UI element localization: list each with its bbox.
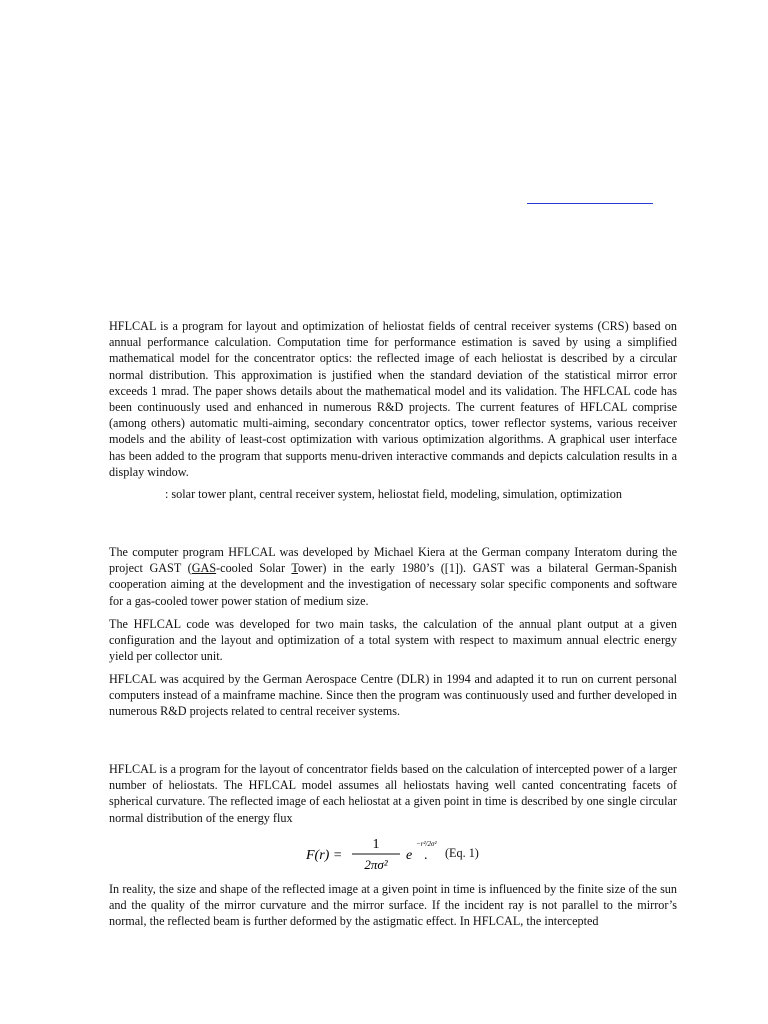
model-paragraph-2: In reality, the size and shape of the reflected image at a given point in time is influenced by the finite size of the sun and the quality of the mirror curvature and the mirror surface. If the incident ray is not parallel to the mirror’s normal, the reflected beam is further deformed by the astigmatic effect. In HFLCAL, the intercepted xyxy=(109,882,677,929)
gas-underlined: GAS xyxy=(191,561,217,576)
keywords-line: : solar tower plant, central receiver system, heliostat field, modeling, simulation, optimization xyxy=(165,487,622,501)
intro-p1-part-b: -cooled Solar xyxy=(216,561,292,576)
model-paragraph-1: HFLCAL is a program for the layout of concentrator fields based on the calculation of intercepted power of a larger number of heliostats. The HFLCAL model assumes all heliostats having well canted concentrating facets of spherical curvature. The reflected image of each heliostat at a given point in time is described by one single circular normal distribution of the energy flux xyxy=(109,762,677,825)
abstract-paragraph: HFLCAL is a program for layout and optimization of heliostat fields of central receiver systems (CRS) based on annual performance calculation. Computation time for performance estimation is saved by using a simplified mathematical model for the concentrator optics: the reflected image of each heliostat is described by a circular normal distribution. This approximation is justified when the standard deviation of the statistical mirror error exceeds 1 mrad. The paper shows details about the mathematical model and its validation. The HFLCAL code has been continuously used and enhanced in numerous R&D projects. The current features of HFLCAL comprise (among others) automatic multi-aiming, secondary concentrator optics, tower reflector systems, various receiver models and the ability of least-cost optimization with various optimization algorithms. A graphical user interface has been added to the program that supports menu-driven interactive commands and depicts calculation results in a display window. xyxy=(109,319,677,479)
equation-numerator: 1 xyxy=(372,837,380,852)
intro-paragraph-2: The HFLCAL code was developed for two main tasks, the calculation of the annual plant output at a given configuration and the layout and optimization of a total system with respect to maximum annual electric energy yield per collector unit. xyxy=(109,617,677,664)
equation-exponent: −r²/2σ² xyxy=(416,840,437,848)
intro-paragraph-1 xyxy=(109,544,677,609)
equation-base: e xyxy=(406,848,413,863)
equation-label: (Eq. 1) xyxy=(445,846,479,860)
hyperlink-underline[interactable] xyxy=(527,203,653,204)
equation-tail: . xyxy=(424,848,428,863)
equation-denominator: 2πσ² xyxy=(364,857,388,872)
tower-t-underlined: T xyxy=(291,561,298,576)
equation-lhs: F(r) = xyxy=(306,848,343,863)
intro-paragraph-3: HFLCAL was acquired by the German Aerospace Centre (DLR) in 1994 and adapted it to run on current personal computers instead of a mainframe machine. Since then the program was continuously used and further developed in numerous R&D projects related to central receiver systems. xyxy=(109,672,677,719)
intro-p1-part-c: ower) in the early 1980’s ([1]). GAST was a bilateral German-Spanish cooperation aiming at the development and the investigation of necessary solar specific components and software for a gas-cooled tower power station of medium size. xyxy=(109,561,677,608)
intro-p1-part-a: The computer program HFLCAL was developed by Michael Kiera at the German company Interatom during the project GAST ( xyxy=(109,545,677,576)
